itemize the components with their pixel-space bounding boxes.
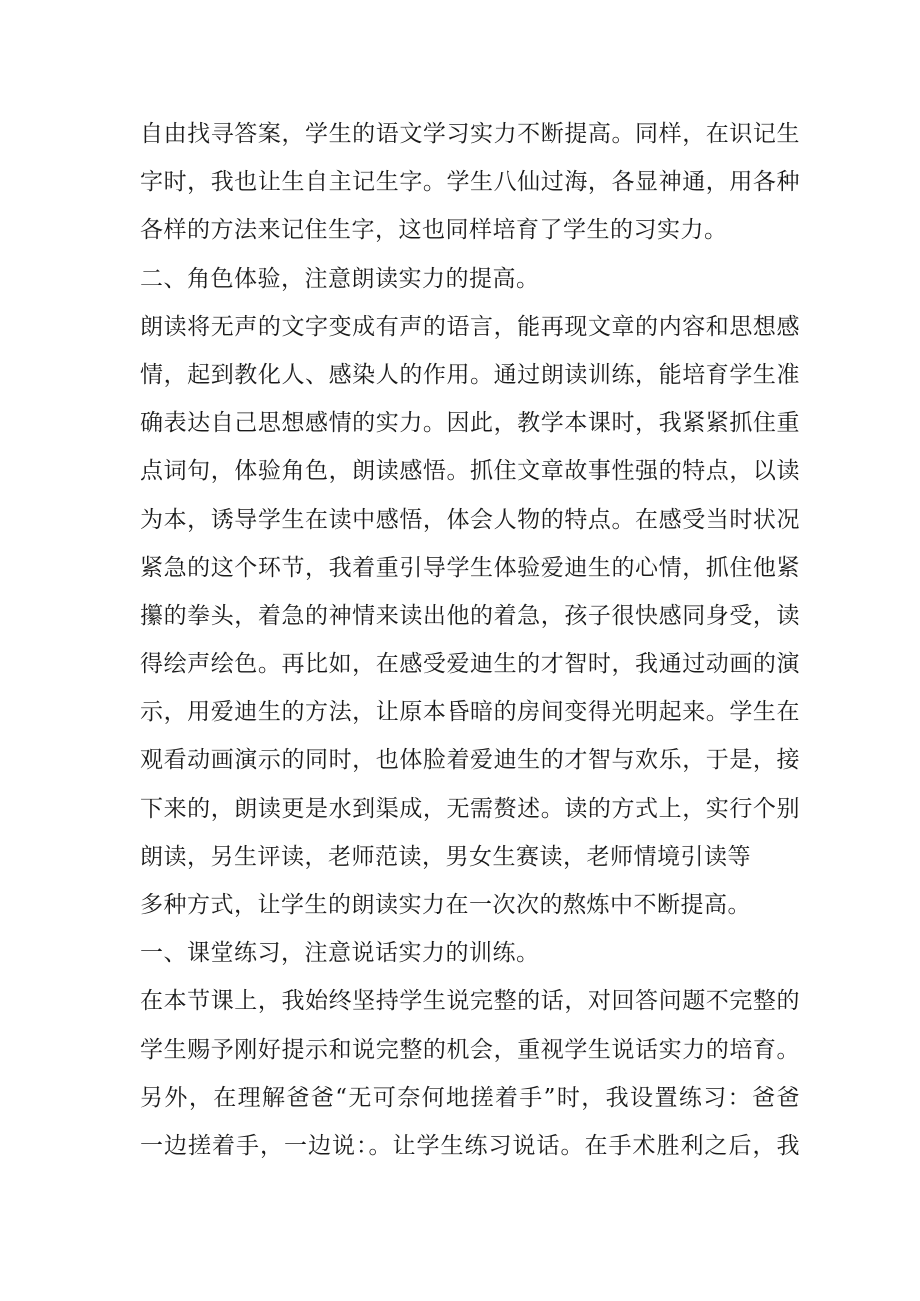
text-line: 另外，在理解爸爸“无可奈何地搓着手”时，我设置练习：爸爸 [140,1084,800,1111]
text-line: 学生赐予刚好提示和说完整的机会，重视学生说话实力的培育。 [140,1036,800,1063]
text-line: 情，起到教化人、感染人的作用。通过朗读训练，能培育学生准 [140,361,800,388]
text-line: 确表达自己思想感情的实力。因此，教学本课时，我紧紧抓住重 [140,410,800,437]
text-line: 各样的方法来记住生字，这也同样培育了学生的习实力。 [140,217,728,244]
text-line: 得绘声绘色。再比如，在感受爱迪生的才智时，我通过动画的演 [140,651,800,678]
text-line: 朗读，另生评读，老师范读，男女生赛读，老师情境引读等 [140,843,751,870]
text-line: 攥的拳头，着急的神情来读出他的着急，孩子很快感同身受，读 [140,602,800,629]
text-line: 为本，诱导学生在读中感悟，体会人物的特点。在感受当时状况 [140,506,800,533]
text-line: 下来的，朗读更是水到渠成，无需赘述。读的方式上，实行个别 [140,795,800,822]
text-line: 自由找寻答案，学生的语文学习实力不断提高。同样，在识记生 [140,121,800,147]
text-line: 在本节课上，我始终坚持学生说完整的话，对回答问题不完整的 [140,988,800,1015]
text-line: 点词句，体验角色，朗读感悟。抓住文章故事性强的特点，以读 [140,458,800,485]
text-line: 示，用爱迪生的方法，让原本昏暗的房间变得光明起来。学生在 [140,699,800,726]
text-line: 字时，我也让生自主记生字。学生八仙过海，各显神通，用各种 [140,169,800,196]
text-line: 一边搓着手，一边说：。让学生练习说话。在手术胜利之后，我 [140,1132,800,1159]
text-line: 一、课堂练习，注意说话实力的训练。 [140,940,540,967]
body-text [140,110,800,1170]
text-line: 多种方式，让学生的朗读实力在一次次的熬炼中不断提高。 [140,892,751,918]
text-line: 朗读将无声的文字变成有声的语言，能再现文章的内容和思想感 [140,313,800,340]
text-line: 紧急的这个环节，我着重引导学生体验爱迪生的心情，抓住他紧 [140,554,800,581]
text-line: 二、角色体验，注意朗读实力的提高。 [140,265,540,292]
text-line: 观看动画演示的同时，也体脸着爱迪生的才智与欢乐，于是，接 [140,747,800,774]
